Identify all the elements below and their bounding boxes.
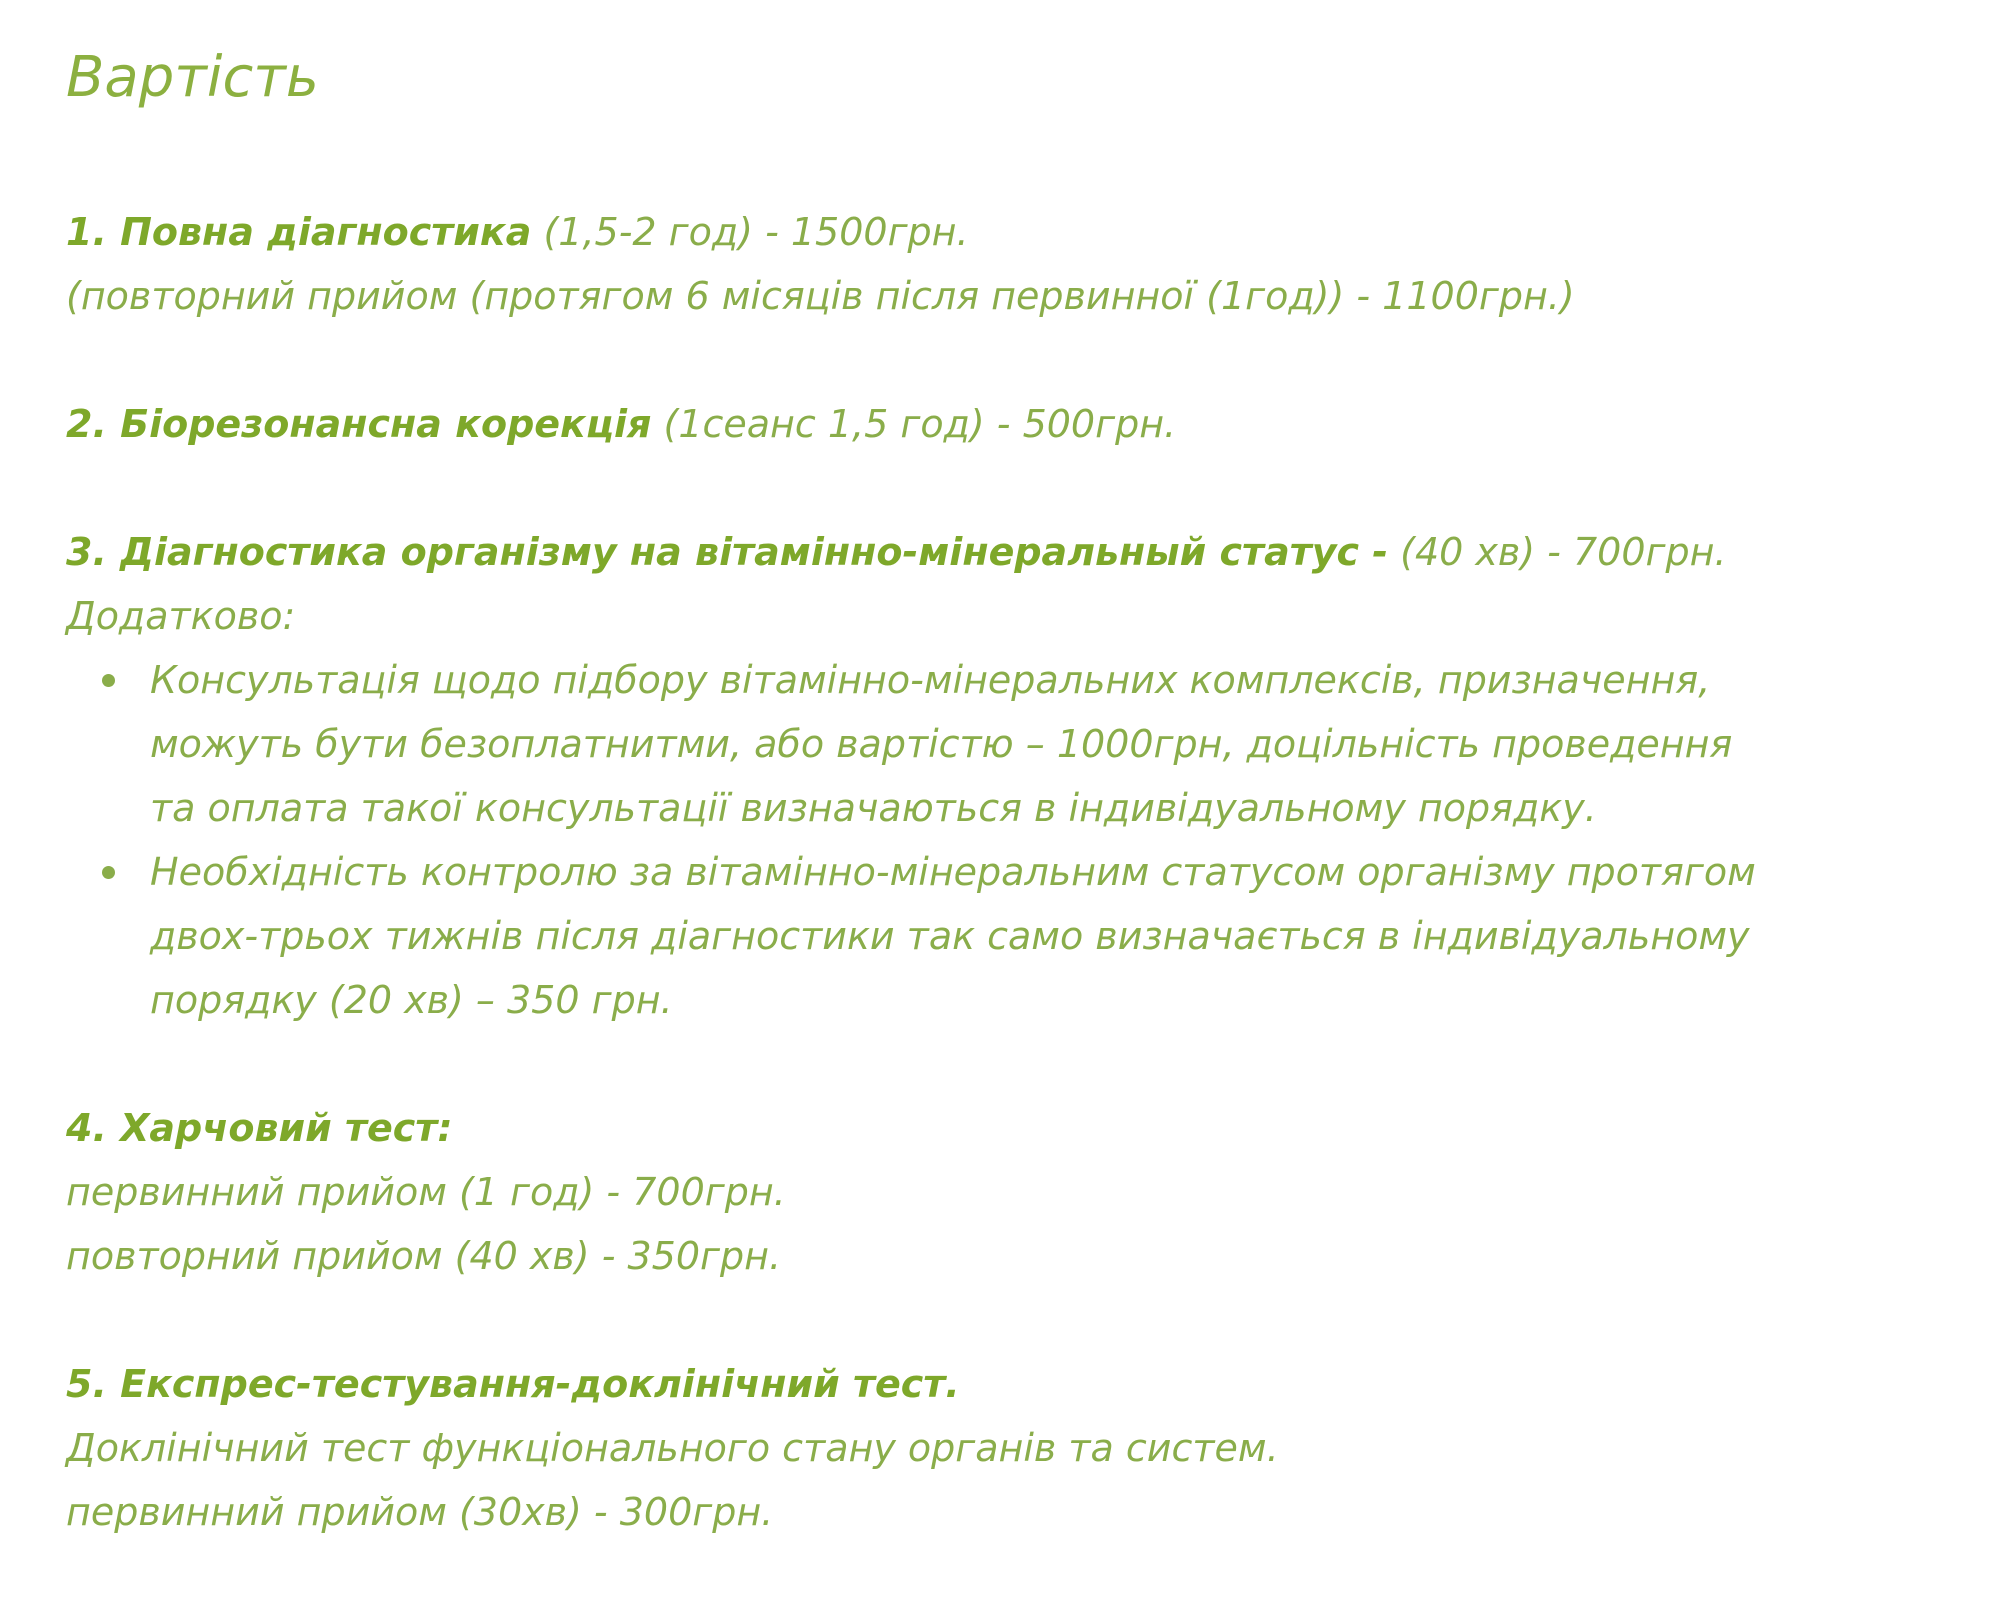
list-item-line: та оплата такої консультації визначаються в індивідуальному порядку.: [150, 786, 1597, 830]
list-item-line: двох-трьох тижнів після діагностики так само визначається в індивідуальному: [150, 914, 1750, 958]
bullet-icon: [102, 674, 115, 687]
price-item-price: (1сеанс 1,5 год) - 500грн.: [651, 402, 1177, 446]
price-item-line: первинний прийом (30хв) - 300грн.: [66, 1490, 774, 1534]
price-item-header: [66, 1352, 1966, 1416]
price-item-title: 2. Біорезонансна корекція: [66, 402, 652, 446]
list-item-line: Консультація щодо підбору вітамінно-мінеральних комплексів, призначення,: [150, 658, 1711, 702]
bullet-icon: [102, 866, 115, 879]
list-item-line: Необхідність контролю за вітамінно-мінеральним статусом організму протягом: [150, 850, 1756, 894]
list-item: [150, 840, 1966, 1032]
additional-label: Додатково:: [66, 594, 296, 638]
list-item-line: можуть бути безоплатнитми, або вартістю – 1000грн, доцільність проведення: [150, 722, 1733, 766]
price-item-title: 4. Харчовий тест:: [66, 1106, 453, 1150]
price-item-line: Доклінічний тест функціонального стану органів та систем.: [66, 1426, 1279, 1470]
price-item-title: 3. Діагностика організму на вітамінно-мінеральный статус -: [66, 530, 1389, 574]
page-title: Вартість: [66, 45, 319, 110]
price-item-express-testing: [66, 1352, 1966, 1544]
price-item-bioresonance-correction: [66, 392, 1966, 456]
additional-list: [66, 648, 1966, 1032]
price-item-header: [66, 1096, 1966, 1160]
price-item-header: [66, 520, 1966, 584]
price-item-price: (40 хв) - 700грн.: [1388, 530, 1727, 574]
price-item-line: первинний прийом (1 год) - 700грн.: [66, 1170, 786, 1214]
price-list: [66, 200, 1966, 1608]
list-item-line: порядку (20 хв) – 350 грн.: [150, 978, 673, 1022]
price-item-food-test: [66, 1096, 1966, 1288]
price-item-title: 5. Експрес-тестування-доклінічний тест.: [66, 1362, 960, 1406]
price-item-vitamin-mineral-diagnostics: [66, 520, 1966, 1032]
list-item: [150, 648, 1966, 840]
price-item-full-diagnostics: [66, 200, 1966, 328]
price-item-note: (повторний прийом (протягом 6 місяців після первинної (1год)) - 1100грн.): [66, 274, 1575, 318]
price-item-header: [66, 392, 1966, 456]
price-item-title: 1. Повна діагностика: [66, 210, 532, 254]
price-item-header: [66, 200, 1966, 264]
price-item-line: повторний прийом (40 хв) - 350грн.: [66, 1234, 782, 1278]
price-item-price: (1,5-2 год) - 1500грн.: [531, 210, 969, 254]
